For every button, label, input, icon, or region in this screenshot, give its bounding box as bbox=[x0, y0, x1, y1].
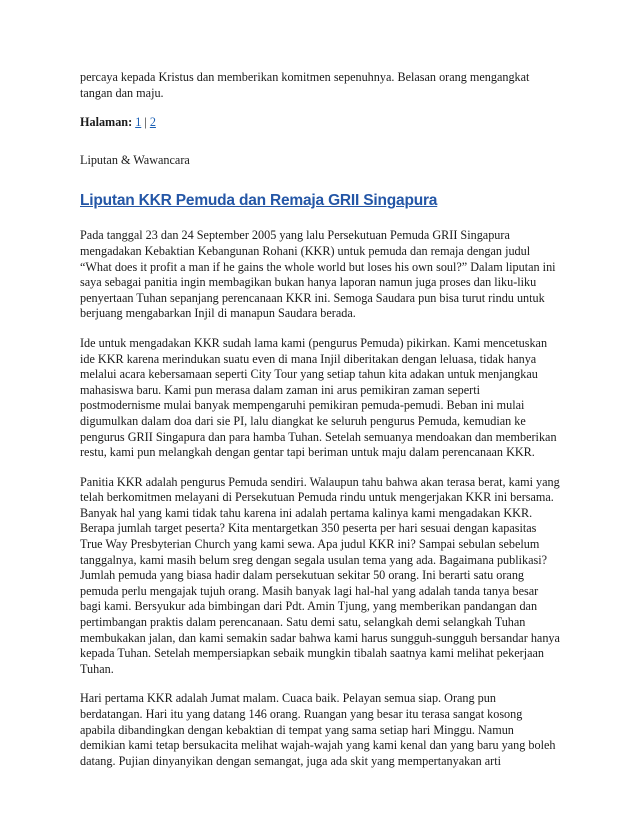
pagination bbox=[80, 115, 560, 131]
intro-paragraph: percaya kepada Kristus dan memberikan komitmen sepenuhnya. Belasan orang mengangkat tangan dan maju. bbox=[80, 70, 530, 100]
article-paragraph-2: Ide untuk mengadakan KKR sudah lama kami (pengurus Pemuda) pikirkan. Kami mencetuskan ide KKR karena merindukan suatu even di mana Injil diberitakan dengan leluasa, tidak hanya melalui acara kebersamaan seperti City Tour yang setiap tahun kita adakan untuk menjangkau mahasiswa baru. Kami pun merasa dalam zaman ini arus pemikiran zaman seperti postmodernisme mulai banyak mempengaruhi pemikiran pemuda-pemudi. Beban ini mulai digumulkan dalam doa dari sie PI, lalu diangkat ke seluruh pengurus Pemuda, kemudian ke pengurus GRII Singapura dan para hamba Tuhan. Setelah semuanya mendoakan dan memberikan restu, kami pun melangkah dengan gentar tapi beriman untuk maju dalam perencanaan KKR. bbox=[80, 335, 557, 460]
document-page bbox=[80, 70, 560, 783]
article-paragraph-3: Panitia KKR adalah pengurus Pemuda sendiri. Walaupun tahu bahwa akan terasa berat, kami yang telah berkomitmen melayani di Persekutuan Pemuda rindu untuk mengerjakan KKR ini bersama. Banyak hal yang kami tidak tahu karena ini adalah pertama kalinya kami mengadakan KKR. Berapa jumlah target peserta? Kita mentargetkan 350 peserta per hari sesuai dengan kapasitas True Way Presbyterian Church yang kami sewa. Apa judul KKR ini? Sampai sebulan sebelum tanggalnya, kami masih belum sreg dengan segala usulan tema yang ada. Bagaimana publikasi? Jumlah pemuda yang biasa hadir dalam persekutuan sekitar 50 orang. Ini berarti satu orang pemuda perlu mengajak tujuh orang. Masih banyak lagi hal-hal yang adalah tanda tanya besar bagi kami. Bersyukur ada bimbingan dari Pdt. Amin Tjung, yang memberikan pandangan dan pertimbangan praktis dalam perencanaan. Satu demi satu, selangkah demi selangkah Tuhan membukakan jalan, dan kami semakin sadar bahwa kami harus sungguh-sungguh bersandar hanya kepada Tuhan. Setelah mempersiapkan sebaik mungkin tibalah saatnya kami melihat pekerjaan Tuhan. bbox=[80, 474, 560, 676]
article-paragraph-4: Hari pertama KKR adalah Jumat malam. Cuaca baik. Pelayan semua siap. Orang pun berdatangan. Hari itu yang datang 146 orang. Ruangan yang besar itu terasa sangat kosong apabila dibandingkan dengan kebaktian di tempat yang sama setiap hari Minggu. Namun demikian kami tetap bersukacita melihat wajah-wajah yang kami kenal dan yang baru yang boleh datang. Pujian dinyanyikan dengan semangat, juga ada skit yang mempertanyakan arti bbox=[80, 691, 556, 768]
category-label: Liputan & Wawancara bbox=[80, 152, 190, 167]
pagination-label: Halaman: bbox=[80, 115, 133, 130]
page-link-2[interactable]: 2 bbox=[149, 115, 156, 130]
pagination-separator: | bbox=[144, 115, 147, 130]
article-paragraph-1: Pada tanggal 23 dan 24 September 2005 yang lalu Persekutuan Pemuda GRII Singapura mengadakan Kebaktian Kebangunan Rohani (KKR) untuk pemuda dan remaja dengan judul “What does it profit a man if he gains the whole world but loses his own soul?” Dalam liputan ini saya sebagai panitia ingin membagikan bukan hanya laporan namun juga proses dan liku-liku penyertaan Tuhan sepanjang perencanaan KKR ini. Semoga Saudara pun bisa turut rindu untuk berjuang mengabarkan Injil di manapun Saudara berada. bbox=[80, 228, 556, 321]
page-link-1[interactable]: 1 bbox=[135, 115, 142, 130]
article-title[interactable]: Liputan KKR Pemuda dan Remaja GRII Singapura bbox=[80, 192, 438, 210]
